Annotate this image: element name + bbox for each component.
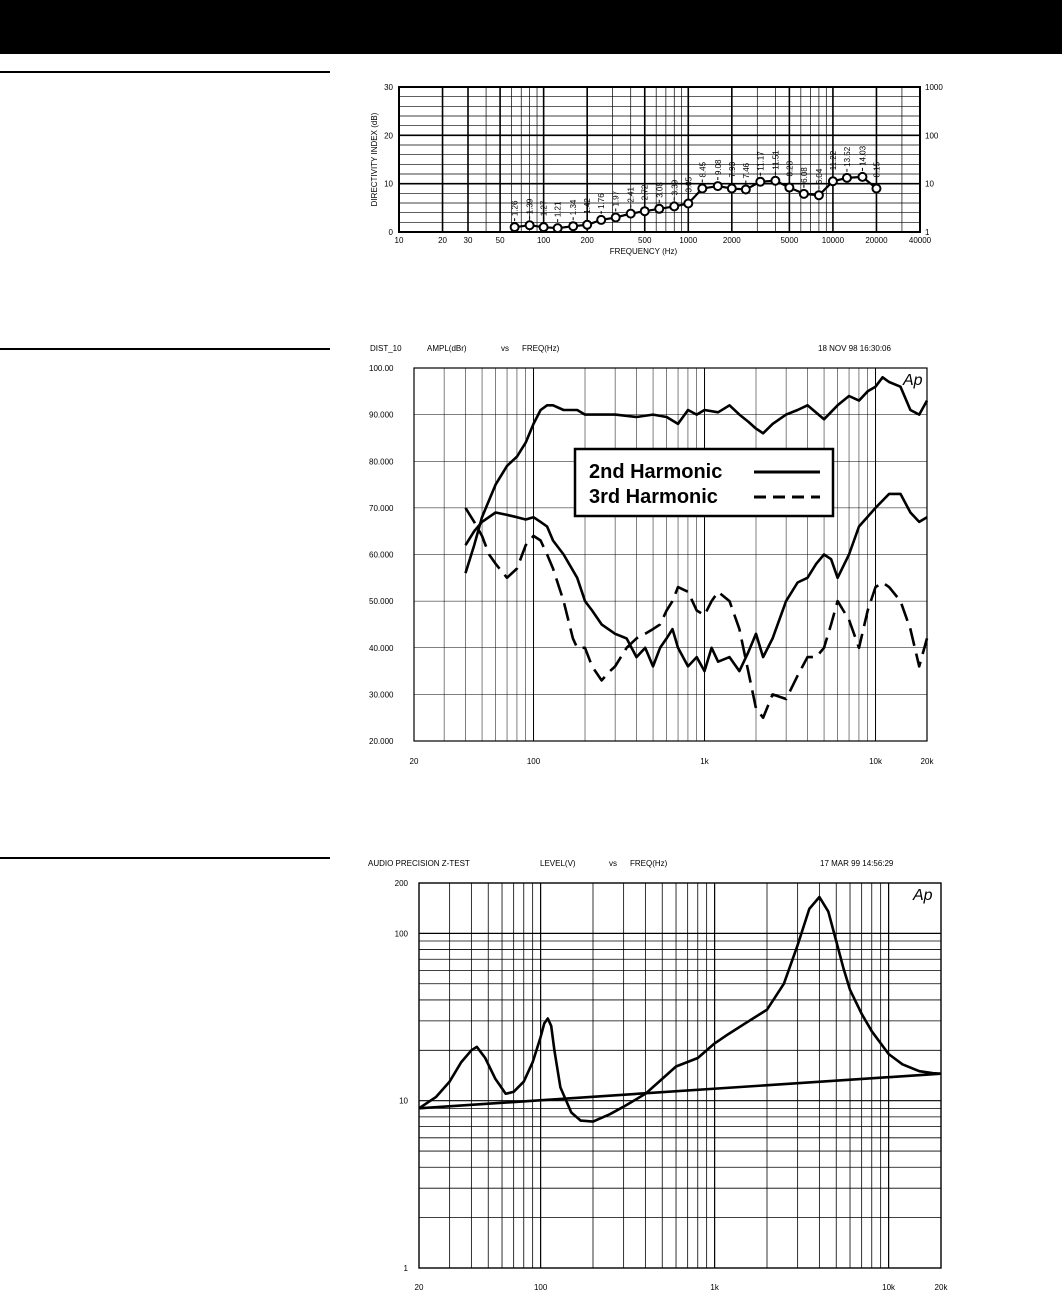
data-label: 8.45	[698, 161, 708, 178]
x-tick-label: 1k	[700, 757, 709, 766]
data-label: 2.72	[640, 184, 650, 201]
data-point	[511, 223, 519, 231]
chart-header-text: 17 MAR 99 14:56:29	[820, 859, 894, 868]
chart-header-text: FREQ(Hz)	[630, 859, 668, 868]
data-label: 1.27	[539, 200, 549, 217]
directivity-chart	[370, 83, 943, 256]
data-point	[829, 177, 837, 185]
x-tick-label: 100	[536, 236, 551, 245]
data-point	[684, 199, 692, 207]
data-label: 8.15	[872, 161, 882, 178]
y-tick-label: 80.000	[369, 457, 394, 467]
y-tick-label: 30	[384, 83, 393, 92]
y-tick-label: 90.000	[369, 410, 394, 420]
y-tick-label: 20.000	[369, 737, 394, 746]
impedance-chart	[368, 859, 948, 1292]
y-axis-label: DIRECTIVITY INDEX (dB)	[370, 112, 379, 207]
x-tick-label: 10000	[821, 236, 845, 245]
data-label: 7.46	[741, 162, 751, 179]
x-tick-label: 100	[526, 757, 541, 766]
series-line	[419, 1074, 941, 1109]
data-label: 6.08	[799, 167, 809, 183]
x-tick-label: 20k	[920, 757, 934, 766]
x-tick-label: 30	[463, 236, 473, 245]
data-point	[756, 178, 764, 186]
legend-label: 2nd Harmonic	[589, 461, 723, 483]
data-point	[670, 202, 678, 210]
x-tick-label: 1k	[710, 1283, 719, 1292]
right-tick-label: 1000	[925, 83, 943, 92]
data-label: 9.08	[713, 159, 723, 176]
data-point	[728, 185, 736, 193]
data-label: 14.03	[858, 145, 868, 166]
data-point	[800, 190, 808, 198]
y-tick-label: 0	[388, 228, 393, 237]
data-label: 6.04	[814, 168, 824, 185]
x-tick-label: 1000	[679, 236, 698, 245]
data-point	[554, 224, 562, 232]
data-label: 1.21	[553, 201, 563, 218]
x-tick-label: 200	[580, 236, 594, 245]
chart-header-text: 18 NOV 98 16:30:06	[818, 344, 891, 353]
data-point	[843, 174, 851, 182]
x-tick-label: 100	[533, 1283, 548, 1292]
data-point	[540, 223, 548, 231]
chart-header-text: FREQ(Hz)	[522, 344, 560, 353]
data-label: 3.85	[684, 176, 694, 193]
x-axis-label: FREQUENCY (Hz)	[609, 247, 678, 256]
data-point	[815, 191, 823, 199]
x-tick-label: 2000	[722, 236, 741, 245]
x-tick-label: 10	[394, 236, 404, 245]
data-point	[714, 182, 722, 190]
data-point	[872, 185, 880, 193]
y-tick-label: 60.000	[369, 550, 394, 560]
x-tick-label: 20	[414, 1283, 424, 1292]
data-point	[569, 222, 577, 230]
y-tick-label: 30.000	[369, 690, 394, 700]
data-point	[785, 184, 793, 192]
x-tick-label: 20000	[865, 236, 888, 245]
data-label: 1.97	[611, 190, 621, 207]
right-tick-label: 100	[925, 131, 939, 141]
right-tick-label: 1	[925, 228, 930, 237]
data-label: 11.17	[756, 151, 766, 171]
data-point	[612, 214, 620, 222]
chart-header-text: vs	[609, 859, 617, 868]
x-tick-label: 500	[638, 236, 652, 245]
data-label: 8.28	[785, 160, 795, 177]
x-tick-label: 20k	[934, 1283, 948, 1292]
x-tick-label: 10k	[869, 757, 882, 766]
right-tick-label: 10	[925, 179, 934, 189]
chart-header-text: DIST_10	[370, 344, 402, 353]
series-line	[466, 508, 928, 718]
data-label: 11.22	[828, 150, 838, 171]
y-tick-label: 20	[384, 131, 393, 141]
data-point	[771, 177, 779, 185]
data-label: 11.51	[771, 150, 781, 170]
data-point	[597, 216, 605, 224]
data-label: 1.39	[525, 198, 535, 215]
series-line	[419, 897, 941, 1122]
data-point	[583, 221, 591, 229]
chart-header-text: LEVEL(V)	[540, 859, 576, 868]
chart-header-text: AMPL(dBr)	[427, 344, 467, 353]
data-label: 13.52	[842, 146, 852, 167]
data-label: 3.08	[655, 182, 665, 198]
data-point	[742, 185, 750, 193]
data-label: 7.93	[727, 161, 737, 178]
chart-header-text: AUDIO PRECISION Z-TEST	[368, 859, 470, 868]
x-tick-label: 5000	[780, 236, 799, 245]
data-point	[641, 207, 649, 215]
y-tick-label: 10	[384, 179, 393, 189]
y-tick-label: 50.000	[369, 597, 394, 607]
data-point	[698, 185, 706, 193]
x-tick-label: 10k	[882, 1283, 896, 1292]
y-tick-label: 10	[399, 1096, 408, 1106]
chart-header-text: vs	[501, 344, 509, 353]
x-tick-label: 20	[438, 236, 447, 245]
distortion-chart	[369, 344, 934, 766]
data-point	[655, 205, 663, 213]
data-point	[858, 173, 866, 181]
x-tick-label: 50	[495, 236, 505, 245]
x-tick-label: 40000	[908, 236, 932, 245]
data-point	[526, 221, 534, 229]
data-label: 1.76	[597, 193, 607, 209]
data-label: 1.26	[510, 200, 520, 217]
data-label: 1.34	[569, 199, 579, 216]
y-tick-label: 100	[394, 929, 408, 939]
legend-label: 3rd Harmonic	[589, 486, 718, 508]
data-label: 1.42	[583, 198, 593, 214]
data-label: 3.39	[670, 179, 680, 196]
y-tick-label: 70.000	[369, 503, 394, 513]
ap-logo-icon: Ap	[913, 887, 933, 904]
data-point	[627, 210, 635, 218]
y-tick-label: 100.00	[369, 364, 394, 373]
data-label: 2.41	[626, 187, 636, 203]
ap-logo-icon: Ap	[903, 372, 923, 389]
y-tick-label: 1	[403, 1264, 408, 1273]
y-tick-label: 200	[394, 879, 408, 888]
y-tick-label: 40.000	[369, 643, 394, 653]
x-tick-label: 20	[409, 757, 419, 766]
